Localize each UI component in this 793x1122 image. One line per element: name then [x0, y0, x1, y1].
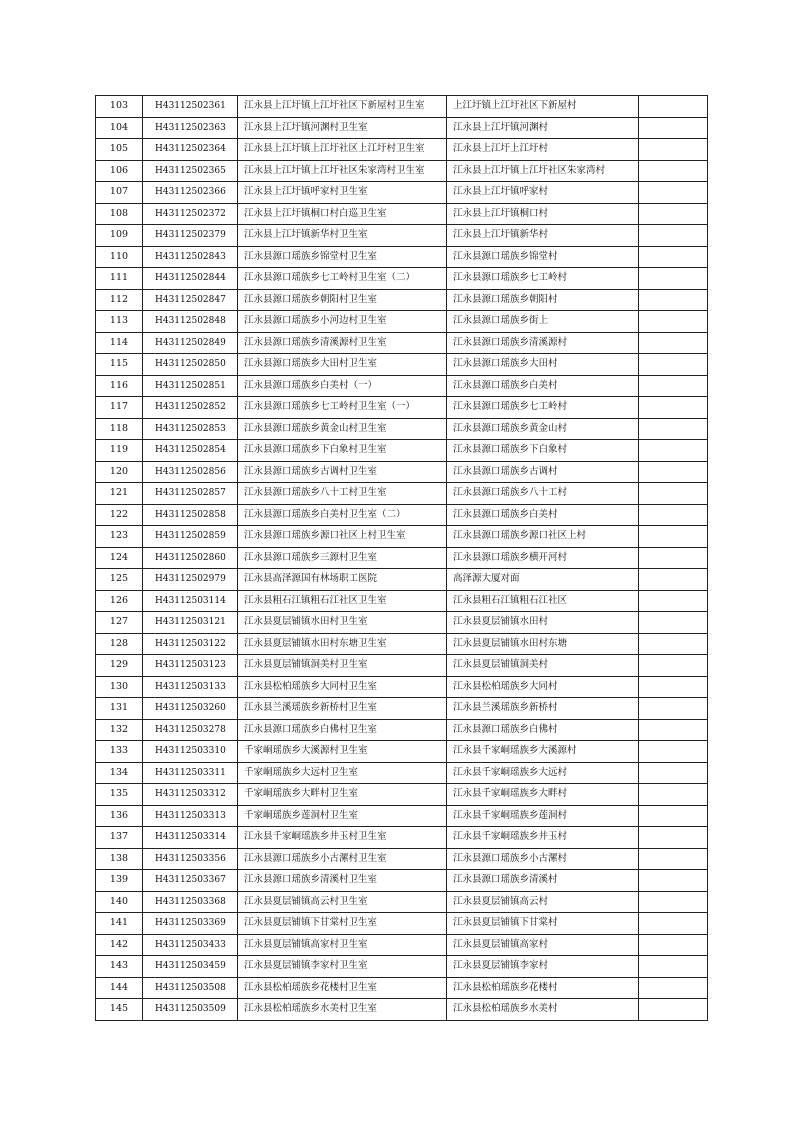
remark-cell: [639, 891, 708, 913]
table-row: [96, 418, 708, 440]
address-cell: 江永县源口瑶族乡白美村: [447, 375, 639, 397]
remark-cell: [639, 117, 708, 139]
institution-code-cell: H43112503123: [143, 655, 238, 677]
institution-name-cell: 江永县高泽源国有林场职工医院: [238, 569, 447, 591]
institution-code-cell: H43112502851: [143, 375, 238, 397]
institution-code-cell: H43112503368: [143, 891, 238, 913]
row-number-cell: 128: [96, 633, 143, 655]
institution-code-cell: H43112502860: [143, 547, 238, 569]
row-number-cell: 127: [96, 612, 143, 634]
institution-code-cell: H43112502979: [143, 569, 238, 591]
institution-name-cell: 江永县上江圩镇新华村卫生室: [238, 225, 447, 247]
address-cell: 江永县上江圩镇上江圩社区朱家湾村: [447, 160, 639, 182]
institution-name-cell: 江永县夏层铺镇李家村卫生室: [238, 956, 447, 978]
institution-name-cell: 江永县源口瑶族乡八十工村卫生室: [238, 483, 447, 505]
address-cell: 江永县上江圩镇河渊村: [447, 117, 639, 139]
table-row: [96, 612, 708, 634]
institution-code-cell: H43112502849: [143, 332, 238, 354]
institution-name-cell: 千家峒瑶族乡莲洞村卫生室: [238, 805, 447, 827]
remark-cell: [639, 289, 708, 311]
institution-name-cell: 江永县源口瑶族乡七工岭村卫生室（二）: [238, 268, 447, 290]
row-number-cell: 126: [96, 590, 143, 612]
table-row: [96, 870, 708, 892]
remark-cell: [639, 633, 708, 655]
row-number-cell: 105: [96, 139, 143, 161]
address-cell: 江永县源口瑶族乡朝阳村: [447, 289, 639, 311]
row-number-cell: 131: [96, 698, 143, 720]
institution-name-cell: 江永县松柏瑶族乡水美村卫生室: [238, 999, 447, 1021]
row-number-cell: 107: [96, 182, 143, 204]
institution-name-cell: 江永县源口瑶族乡七工岭村卫生室（一）: [238, 397, 447, 419]
institution-name-cell: 江永县源口瑶族乡大田村卫生室: [238, 354, 447, 376]
table-row: [96, 999, 708, 1021]
address-cell: 江永县兰溪瑶族乡新桥村: [447, 698, 639, 720]
remark-cell: [639, 203, 708, 225]
institution-name-cell: 江永县源口瑶族乡白佛村卫生室: [238, 719, 447, 741]
institution-name-cell: 江永县上江圩镇上江圩社区朱家湾村卫生室: [238, 160, 447, 182]
address-cell: 江永县松柏瑶族乡大同村: [447, 676, 639, 698]
institution-name-cell: 江永县源口瑶族乡清溪村卫生室: [238, 870, 447, 892]
institution-code-cell: H43112502379: [143, 225, 238, 247]
table-row: [96, 311, 708, 333]
row-number-cell: 110: [96, 246, 143, 268]
institution-name-cell: 江永县源口瑶族乡小古漯村卫生室: [238, 848, 447, 870]
table-row: [96, 934, 708, 956]
remark-cell: [639, 698, 708, 720]
institution-code-cell: H43112503260: [143, 698, 238, 720]
institution-code-cell: H43112503459: [143, 956, 238, 978]
institution-code-cell: H43112502858: [143, 504, 238, 526]
table-row: [96, 719, 708, 741]
row-number-cell: 132: [96, 719, 143, 741]
row-number-cell: 121: [96, 483, 143, 505]
remark-cell: [639, 440, 708, 462]
institution-code-cell: H43112502857: [143, 483, 238, 505]
institution-name-cell: 江永县源口瑶族乡白美村（一）: [238, 375, 447, 397]
address-cell: 江永县千家峒瑶族乡莲洞村: [447, 805, 639, 827]
institution-code-cell: H43112502843: [143, 246, 238, 268]
remark-cell: [639, 225, 708, 247]
row-number-cell: 137: [96, 827, 143, 849]
row-number-cell: 113: [96, 311, 143, 333]
row-number-cell: 114: [96, 332, 143, 354]
row-number-cell: 116: [96, 375, 143, 397]
address-cell: 江永县源口瑶族乡七工岭村: [447, 268, 639, 290]
table-row: [96, 805, 708, 827]
remark-cell: [639, 547, 708, 569]
remark-cell: [639, 741, 708, 763]
address-cell: 江永县夏层铺镇高家村: [447, 934, 639, 956]
institution-code-cell: H43112502361: [143, 96, 238, 118]
institution-code-cell: H43112502848: [143, 311, 238, 333]
address-cell: 江永县夏层铺镇水田村东塘: [447, 633, 639, 655]
institution-code-cell: H43112502854: [143, 440, 238, 462]
clinic-list-table: [95, 95, 708, 1021]
institution-name-cell: 江永县夏层铺镇高家村卫生室: [238, 934, 447, 956]
institution-code-cell: H43112502365: [143, 160, 238, 182]
table-row: [96, 569, 708, 591]
institution-name-cell: 江永县源口瑶族乡清溪源村卫生室: [238, 332, 447, 354]
table-row: [96, 784, 708, 806]
address-cell: 上江圩镇上江圩社区下新屋村: [447, 96, 639, 118]
address-cell: 江永县松柏瑶族乡花楼村: [447, 977, 639, 999]
table-row: [96, 741, 708, 763]
address-cell: 江永县源口瑶族乡锦堂村: [447, 246, 639, 268]
address-cell: 江永县源口瑶族乡街上: [447, 311, 639, 333]
institution-code-cell: H43112503311: [143, 762, 238, 784]
row-number-cell: 109: [96, 225, 143, 247]
address-cell: 江永县源口瑶族乡大田村: [447, 354, 639, 376]
address-cell: 江永县源口瑶族乡八十工村: [447, 483, 639, 505]
row-number-cell: 133: [96, 741, 143, 763]
address-cell: 高泽源大厦对面: [447, 569, 639, 591]
institution-code-cell: H43112502847: [143, 289, 238, 311]
remark-cell: [639, 246, 708, 268]
table-row: [96, 225, 708, 247]
table-row: [96, 504, 708, 526]
table-row: [96, 397, 708, 419]
remark-cell: [639, 483, 708, 505]
institution-name-cell: 江永县源口瑶族乡源口社区上村卫生室: [238, 526, 447, 548]
table-row: [96, 332, 708, 354]
address-cell: 江永县上江圩上江圩村: [447, 139, 639, 161]
institution-code-cell: H43112502366: [143, 182, 238, 204]
remark-cell: [639, 311, 708, 333]
institution-name-cell: 江永县松柏瑶族乡大同村卫生室: [238, 676, 447, 698]
institution-name-cell: 江永县源口瑶族乡白美村卫生室（二）: [238, 504, 447, 526]
table-row: [96, 827, 708, 849]
row-number-cell: 117: [96, 397, 143, 419]
row-number-cell: 103: [96, 96, 143, 118]
institution-code-cell: H43112503278: [143, 719, 238, 741]
institution-name-cell: 江永县上江圩镇呼家村卫生室: [238, 182, 447, 204]
remark-cell: [639, 375, 708, 397]
address-cell: 江永县源口瑶族乡下白象村: [447, 440, 639, 462]
institution-code-cell: H43112502844: [143, 268, 238, 290]
institution-code-cell: H43112503509: [143, 999, 238, 1021]
table-row: [96, 268, 708, 290]
address-cell: 江永县夏层铺镇洞美村: [447, 655, 639, 677]
table-row: [96, 96, 708, 118]
table-row: [96, 956, 708, 978]
institution-name-cell: 江永县上江圩镇河渊村卫生室: [238, 117, 447, 139]
table-row: [96, 590, 708, 612]
remark-cell: [639, 268, 708, 290]
institution-code-cell: H43112502363: [143, 117, 238, 139]
table-body: [96, 96, 708, 1021]
row-number-cell: 145: [96, 999, 143, 1021]
remark-cell: [639, 848, 708, 870]
remark-cell: [639, 504, 708, 526]
address-cell: 江永县千家峒瑶族乡大远村: [447, 762, 639, 784]
remark-cell: [639, 139, 708, 161]
address-cell: 江永县源口瑶族乡黄金山村: [447, 418, 639, 440]
remark-cell: [639, 96, 708, 118]
institution-name-cell: 江永县源口瑶族乡锦堂村卫生室: [238, 246, 447, 268]
remark-cell: [639, 956, 708, 978]
table-row: [96, 289, 708, 311]
table-row: [96, 655, 708, 677]
remark-cell: [639, 182, 708, 204]
remark-cell: [639, 461, 708, 483]
table-row: [96, 676, 708, 698]
address-cell: 江永县千家峒瑶族乡大畔村: [447, 784, 639, 806]
remark-cell: [639, 612, 708, 634]
row-number-cell: 120: [96, 461, 143, 483]
row-number-cell: 119: [96, 440, 143, 462]
table-row: [96, 977, 708, 999]
row-number-cell: 136: [96, 805, 143, 827]
row-number-cell: 106: [96, 160, 143, 182]
address-cell: 江永县源口瑶族乡清溪源村: [447, 332, 639, 354]
table-row: [96, 891, 708, 913]
table-row: [96, 139, 708, 161]
institution-code-cell: H43112502372: [143, 203, 238, 225]
address-cell: 江永县夏层铺镇水田村: [447, 612, 639, 634]
remark-cell: [639, 762, 708, 784]
institution-name-cell: 江永县源口瑶族乡下白象村卫生室: [238, 440, 447, 462]
remark-cell: [639, 418, 708, 440]
institution-name-cell: 千家峒瑶族乡大远村卫生室: [238, 762, 447, 784]
row-number-cell: 118: [96, 418, 143, 440]
address-cell: 江永县源口瑶族乡白佛村: [447, 719, 639, 741]
institution-code-cell: H43112502364: [143, 139, 238, 161]
table-row: [96, 203, 708, 225]
table-row: [96, 698, 708, 720]
remark-cell: [639, 784, 708, 806]
institution-code-cell: H43112503369: [143, 913, 238, 935]
institution-code-cell: H43112502856: [143, 461, 238, 483]
address-cell: 江永县上江圩镇桐口村: [447, 203, 639, 225]
institution-name-cell: 千家峒瑶族乡大溪源村卫生室: [238, 741, 447, 763]
address-cell: 江永县源口瑶族乡清溪村: [447, 870, 639, 892]
institution-name-cell: 江永县夏层铺镇下甘棠村卫生室: [238, 913, 447, 935]
row-number-cell: 130: [96, 676, 143, 698]
institution-name-cell: 江永县上江圩镇上江圩社区下新屋村卫生室: [238, 96, 447, 118]
table-row: [96, 913, 708, 935]
address-cell: 江永县夏层铺镇李家村: [447, 956, 639, 978]
remark-cell: [639, 934, 708, 956]
remark-cell: [639, 719, 708, 741]
address-cell: 江永县松柏瑶族乡水美村: [447, 999, 639, 1021]
remark-cell: [639, 569, 708, 591]
row-number-cell: 144: [96, 977, 143, 999]
address-cell: 江永县源口瑶族乡古调村: [447, 461, 639, 483]
institution-name-cell: 江永县上江圩镇桐口村白巡卫生室: [238, 203, 447, 225]
address-cell: 江永县夏层铺镇下甘棠村: [447, 913, 639, 935]
institution-code-cell: H43112503114: [143, 590, 238, 612]
remark-cell: [639, 827, 708, 849]
remark-cell: [639, 160, 708, 182]
remark-cell: [639, 332, 708, 354]
address-cell: 江永县源口瑶族乡白美村: [447, 504, 639, 526]
institution-name-cell: 江永县源口瑶族乡古调村卫生室: [238, 461, 447, 483]
institution-name-cell: 千家峒瑶族乡大畔村卫生室: [238, 784, 447, 806]
remark-cell: [639, 526, 708, 548]
row-number-cell: 108: [96, 203, 143, 225]
institution-name-cell: 江永县粗石江镇粗石江社区卫生室: [238, 590, 447, 612]
address-cell: 江永县粗石江镇粗石江社区: [447, 590, 639, 612]
table-row: [96, 354, 708, 376]
table-row: [96, 633, 708, 655]
institution-name-cell: 江永县源口瑶族乡朝阳村卫生室: [238, 289, 447, 311]
remark-cell: [639, 397, 708, 419]
institution-name-cell: 江永县源口瑶族乡小河边村卫生室: [238, 311, 447, 333]
institution-code-cell: H43112503433: [143, 934, 238, 956]
table-row: [96, 182, 708, 204]
institution-name-cell: 江永县兰溪瑶族乡新桥村卫生室: [238, 698, 447, 720]
table-row: [96, 547, 708, 569]
institution-code-cell: H43112502853: [143, 418, 238, 440]
remark-cell: [639, 999, 708, 1021]
institution-name-cell: 江永县夏层铺镇洞美村卫生室: [238, 655, 447, 677]
row-number-cell: 139: [96, 870, 143, 892]
institution-code-cell: H43112503356: [143, 848, 238, 870]
institution-code-cell: H43112503313: [143, 805, 238, 827]
institution-code-cell: H43112503508: [143, 977, 238, 999]
row-number-cell: 140: [96, 891, 143, 913]
row-number-cell: 129: [96, 655, 143, 677]
row-number-cell: 122: [96, 504, 143, 526]
remark-cell: [639, 913, 708, 935]
institution-name-cell: 江永县夏层铺镇高云村卫生室: [238, 891, 447, 913]
institution-name-cell: 江永县夏层铺镇水田村卫生室: [238, 612, 447, 634]
table-row: [96, 526, 708, 548]
row-number-cell: 125: [96, 569, 143, 591]
institution-code-cell: H43112503121: [143, 612, 238, 634]
remark-cell: [639, 590, 708, 612]
institution-code-cell: H43112503367: [143, 870, 238, 892]
table-row: [96, 848, 708, 870]
row-number-cell: 124: [96, 547, 143, 569]
institution-code-cell: H43112503314: [143, 827, 238, 849]
table-row: [96, 117, 708, 139]
institution-code-cell: H43112503133: [143, 676, 238, 698]
address-cell: 江永县上江圩镇呼家村: [447, 182, 639, 204]
institution-name-cell: 江永县源口瑶族乡黄金山村卫生室: [238, 418, 447, 440]
institution-name-cell: 江永县夏层铺镇水田村东塘卫生室: [238, 633, 447, 655]
remark-cell: [639, 676, 708, 698]
institution-code-cell: H43112502852: [143, 397, 238, 419]
row-number-cell: 104: [96, 117, 143, 139]
row-number-cell: 115: [96, 354, 143, 376]
remark-cell: [639, 655, 708, 677]
remark-cell: [639, 977, 708, 999]
remark-cell: [639, 870, 708, 892]
address-cell: 江永县千家峒瑶族乡大溪源村: [447, 741, 639, 763]
table-row: [96, 246, 708, 268]
row-number-cell: 142: [96, 934, 143, 956]
address-cell: 江永县源口瑶族乡七工岭村: [447, 397, 639, 419]
table-row: [96, 483, 708, 505]
institution-name-cell: 江永县松柏瑶族乡花楼村卫生室: [238, 977, 447, 999]
address-cell: 江永县夏层铺镇高云村: [447, 891, 639, 913]
institution-code-cell: H43112503122: [143, 633, 238, 655]
address-cell: 江永县源口瑶族乡小古漯村: [447, 848, 639, 870]
remark-cell: [639, 354, 708, 376]
institution-name-cell: 江永县源口瑶族乡三源村卫生室: [238, 547, 447, 569]
address-cell: 江永县源口瑶族乡源口社区上村: [447, 526, 639, 548]
row-number-cell: 111: [96, 268, 143, 290]
institution-code-cell: H43112503312: [143, 784, 238, 806]
institution-code-cell: H43112503310: [143, 741, 238, 763]
institution-name-cell: 江永县上江圩镇上江圩社区上江圩村卫生室: [238, 139, 447, 161]
remark-cell: [639, 805, 708, 827]
row-number-cell: 143: [96, 956, 143, 978]
institution-name-cell: 江永县千家峒瑶族乡井玉村卫生室: [238, 827, 447, 849]
row-number-cell: 112: [96, 289, 143, 311]
address-cell: 江永县源口瑶族乡横开河村: [447, 547, 639, 569]
row-number-cell: 123: [96, 526, 143, 548]
table-row: [96, 762, 708, 784]
institution-code-cell: H43112502859: [143, 526, 238, 548]
row-number-cell: 134: [96, 762, 143, 784]
row-number-cell: 141: [96, 913, 143, 935]
row-number-cell: 138: [96, 848, 143, 870]
table-row: [96, 375, 708, 397]
table-row: [96, 160, 708, 182]
address-cell: 江永县千家峒瑶族乡井玉村: [447, 827, 639, 849]
address-cell: 江永县上江圩镇新华村: [447, 225, 639, 247]
table-row: [96, 461, 708, 483]
table-row: [96, 440, 708, 462]
institution-code-cell: H43112502850: [143, 354, 238, 376]
row-number-cell: 135: [96, 784, 143, 806]
